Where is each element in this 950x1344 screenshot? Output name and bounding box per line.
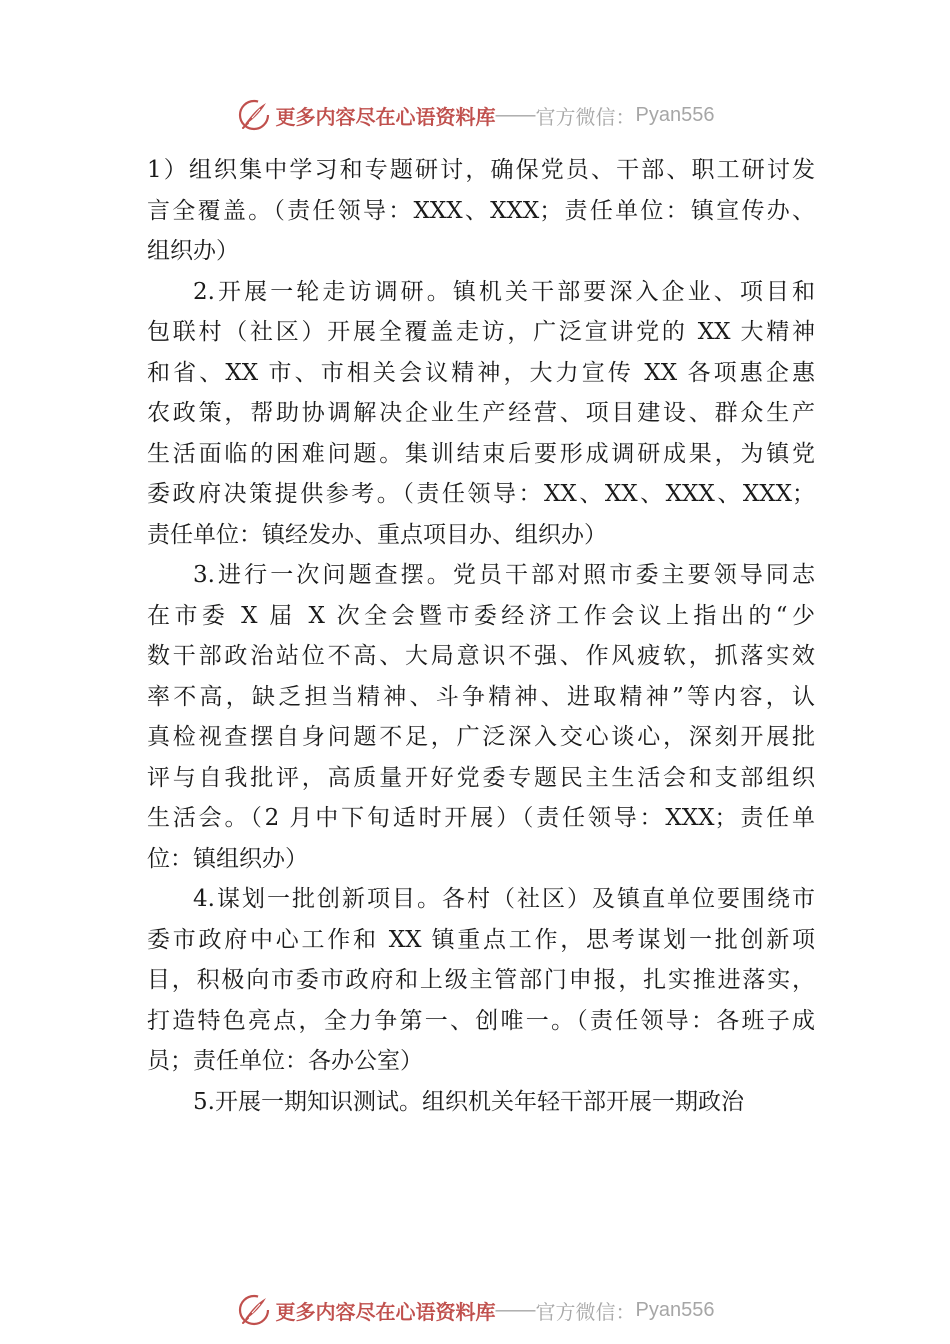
body-line: 位：镇组织办） bbox=[147, 845, 308, 872]
body-line: 率不高，缺乏担当精神、斗争精神、进取精神”等内容，认 bbox=[147, 683, 815, 710]
body-line: 生活面临的困难问题。集训结束后要形成调研成果，为镇党 bbox=[147, 440, 815, 467]
body-line: 4.谋划一批创新项目。各村（社区）及镇直单位要围绕市 bbox=[193, 886, 815, 912]
body-line: 1）组织集中学习和专题研讨，确保党员、干部、职工研讨发 bbox=[147, 157, 815, 183]
footer-wechat-id: Pyan556 bbox=[635, 1298, 715, 1321]
footer-brand-text: 更多内容尽在心语资料库 bbox=[275, 1299, 496, 1324]
body-line: 5.开展一期知识测试。组织机关年轻干部开展一期政治 bbox=[193, 1088, 744, 1115]
body-line: 言全覆盖。（责任领导：XXX、XXX；责任单位：镇宣传办、 bbox=[147, 197, 815, 224]
body-line: 农政策，帮助协调解决企业生产经营、项目建设、群众生产 bbox=[147, 400, 815, 426]
footer-dash: —— bbox=[495, 1298, 536, 1321]
body-line: 委政府决策提供参考。（责任领导：XX、XX、XXX、XXX； bbox=[147, 481, 815, 507]
body-line: 目，积极向市委市政府和上级主管部门申报，扎实推进落实， bbox=[147, 967, 815, 993]
body-line: 数干部政治站位不高、大局意识不强、作风疲软，抓落实效 bbox=[147, 643, 815, 669]
body-line: 打造特色亮点，全力争第一、创唯一。（责任领导：各班子成 bbox=[147, 1007, 815, 1034]
footer-wechat-label: 官方微信： bbox=[535, 1299, 636, 1324]
body-line: 真检视查摆自身问题不足，广泛深入交心谈心，深刻开展批 bbox=[147, 724, 815, 750]
body-line: 在市委 X 届 X 次全会暨市委经济工作会议上指出的“少 bbox=[147, 602, 815, 629]
body-line: 组织办） bbox=[147, 238, 239, 264]
body-line: 2.开展一轮走访调研。镇机关干部要深入企业、项目和 bbox=[193, 278, 815, 305]
header-wechat-id: Pyan556 bbox=[635, 103, 715, 126]
quill-logo-icon bbox=[236, 1292, 272, 1328]
body-line: 3.进行一次问题查摆。党员干部对照市委主要领导同志 bbox=[193, 562, 815, 588]
body-line: 责任单位：镇经发办、重点项目办、组织办） bbox=[147, 521, 607, 548]
body-line: 包联村（社区）开展全覆盖走访，广泛宣讲党的 XX 大精神 bbox=[147, 319, 815, 345]
header-wechat-label: 官方微信： bbox=[535, 104, 636, 129]
header-dash: —— bbox=[495, 103, 536, 126]
quill-logo-icon bbox=[236, 97, 272, 133]
header-brand-text: 更多内容尽在心语资料库 bbox=[275, 104, 496, 129]
body-line: 委市政府中心工作和 XX 镇重点工作，思考谋划一批创新项 bbox=[147, 926, 815, 953]
header-banner bbox=[0, 95, 950, 135]
body-line: 和省、XX 市、市相关会议精神，大力宣传 XX 各项惠企惠 bbox=[147, 359, 815, 386]
body-line: 员；责任单位：各办公室） bbox=[147, 1048, 423, 1074]
body-line: 评与自我批评，高质量开好党委专题民主生活会和支部组织 bbox=[147, 764, 815, 791]
footer-banner bbox=[0, 1290, 950, 1330]
body-line: 生活会。（2 月中下旬适时开展）（责任领导：XXX；责任单 bbox=[147, 805, 815, 831]
document-body bbox=[147, 150, 815, 1122]
